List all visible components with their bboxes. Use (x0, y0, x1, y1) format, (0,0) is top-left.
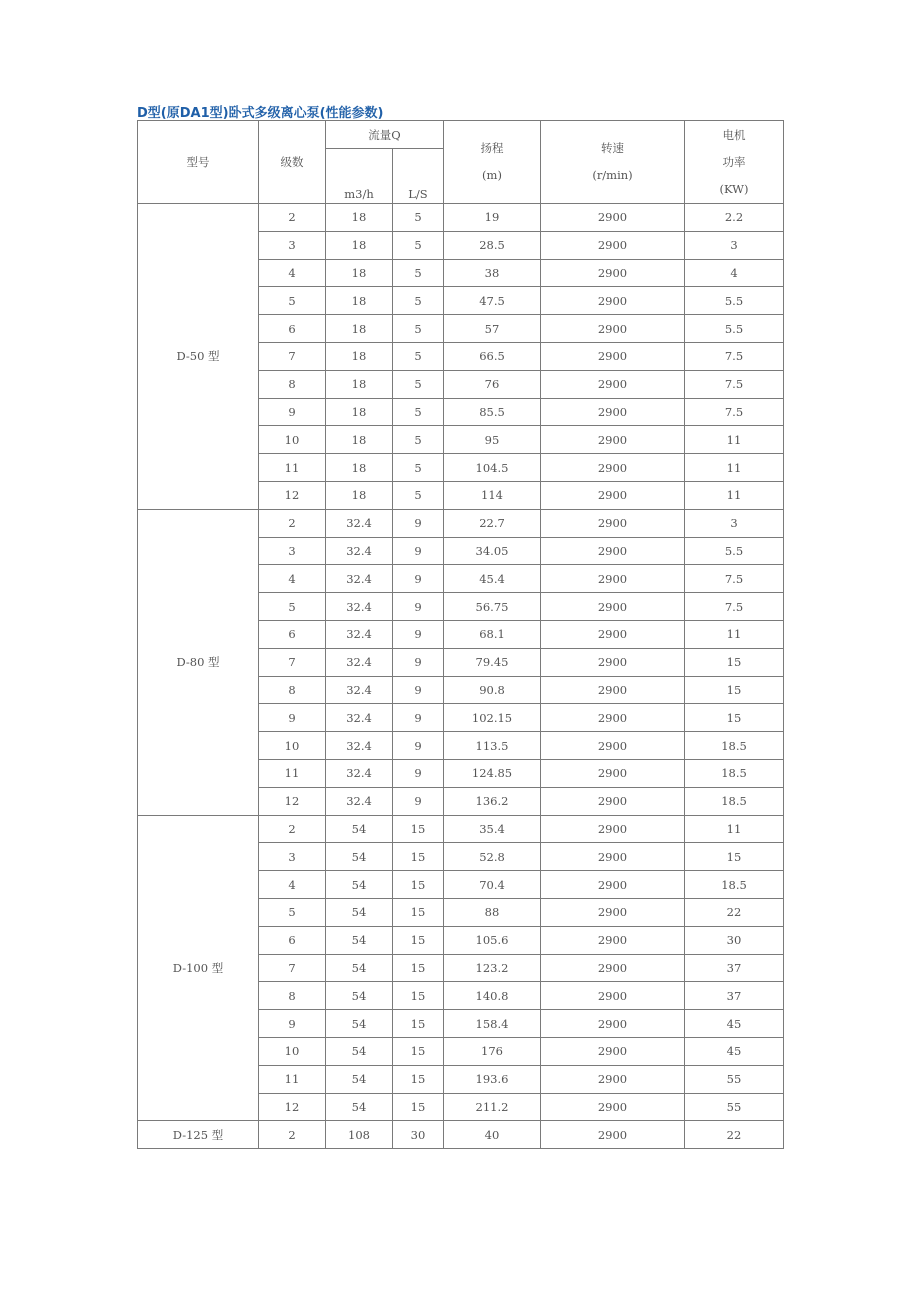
head-cell: 158.4 (444, 1010, 541, 1038)
flow-ls-cell: 9 (393, 537, 444, 565)
flow-ls-cell: 15 (393, 982, 444, 1010)
flow-ls-cell: 9 (393, 620, 444, 648)
speed-cell: 2900 (541, 982, 685, 1010)
head-cell: 176 (444, 1037, 541, 1065)
header-flow-m3h: m3/h (326, 149, 393, 204)
speed-cell: 2900 (541, 871, 685, 899)
speed-cell: 2900 (541, 565, 685, 593)
stage-cell: 9 (259, 1010, 326, 1038)
flow-ls-cell: 15 (393, 954, 444, 982)
power-cell: 3 (685, 509, 784, 537)
stage-cell: 12 (259, 481, 326, 509)
head-cell: 70.4 (444, 871, 541, 899)
power-cell: 55 (685, 1093, 784, 1121)
flow-m3h-cell: 18 (326, 342, 393, 370)
head-cell: 19 (444, 204, 541, 232)
stage-cell: 4 (259, 871, 326, 899)
document-title: D型(原DA1型)卧式多级离心泵(性能参数) (137, 106, 384, 121)
power-cell: 7.5 (685, 370, 784, 398)
power-cell: 15 (685, 648, 784, 676)
flow-m3h-cell: 32.4 (326, 732, 393, 760)
stage-cell: 5 (259, 287, 326, 315)
head-cell: 68.1 (444, 620, 541, 648)
flow-ls-cell: 15 (393, 898, 444, 926)
head-cell: 35.4 (444, 815, 541, 843)
flow-ls-cell: 5 (393, 259, 444, 287)
stage-cell: 6 (259, 315, 326, 343)
header-speed (541, 121, 685, 204)
header-power-line2: 功率 (722, 154, 746, 169)
stage-cell: 7 (259, 342, 326, 370)
flow-m3h-cell: 54 (326, 871, 393, 899)
stage-cell: 2 (259, 204, 326, 232)
head-cell: 22.7 (444, 509, 541, 537)
speed-cell: 2900 (541, 426, 685, 454)
stage-cell: 8 (259, 982, 326, 1010)
flow-ls-cell: 9 (393, 676, 444, 704)
power-cell: 15 (685, 676, 784, 704)
power-cell: 5.5 (685, 315, 784, 343)
power-cell: 18.5 (685, 732, 784, 760)
power-cell: 18.5 (685, 871, 784, 899)
speed-cell: 2900 (541, 204, 685, 232)
model-cell: D-80 型 (138, 509, 259, 815)
head-cell: 123.2 (444, 954, 541, 982)
head-cell: 113.5 (444, 732, 541, 760)
stage-cell: 12 (259, 1093, 326, 1121)
stage-cell: 10 (259, 732, 326, 760)
speed-cell: 2900 (541, 481, 685, 509)
flow-m3h-cell: 32.4 (326, 648, 393, 676)
flow-ls-cell: 15 (393, 1065, 444, 1093)
head-cell: 104.5 (444, 454, 541, 482)
header-speed-label: 转速 (601, 141, 624, 155)
power-cell: 18.5 (685, 759, 784, 787)
speed-cell: 2900 (541, 815, 685, 843)
stage-cell: 2 (259, 815, 326, 843)
flow-ls-cell: 9 (393, 704, 444, 732)
flow-ls-cell: 9 (393, 759, 444, 787)
stage-cell: 4 (259, 565, 326, 593)
flow-m3h-cell: 54 (326, 982, 393, 1010)
head-cell: 211.2 (444, 1093, 541, 1121)
flow-ls-cell: 15 (393, 1093, 444, 1121)
power-cell: 5.5 (685, 537, 784, 565)
flow-m3h-cell: 54 (326, 898, 393, 926)
stage-cell: 7 (259, 954, 326, 982)
stage-cell: 9 (259, 398, 326, 426)
flow-m3h-cell: 54 (326, 926, 393, 954)
power-cell: 45 (685, 1010, 784, 1038)
flow-m3h-cell: 54 (326, 1037, 393, 1065)
flow-ls-cell: 15 (393, 926, 444, 954)
head-cell: 114 (444, 481, 541, 509)
stage-cell: 3 (259, 537, 326, 565)
header-stages: 级数 (259, 121, 326, 204)
head-cell: 136.2 (444, 787, 541, 815)
speed-cell: 2900 (541, 676, 685, 704)
speed-cell: 2900 (541, 648, 685, 676)
flow-m3h-cell: 32.4 (326, 704, 393, 732)
stage-cell: 10 (259, 1037, 326, 1065)
flow-m3h-cell: 18 (326, 259, 393, 287)
speed-cell: 2900 (541, 315, 685, 343)
stage-cell: 5 (259, 593, 326, 621)
flow-m3h-cell: 18 (326, 454, 393, 482)
stage-cell: 11 (259, 454, 326, 482)
power-cell: 37 (685, 954, 784, 982)
speed-cell: 2900 (541, 342, 685, 370)
flow-ls-cell: 5 (393, 481, 444, 509)
head-cell: 124.85 (444, 759, 541, 787)
stage-cell: 7 (259, 648, 326, 676)
stage-cell: 3 (259, 231, 326, 259)
stage-cell: 6 (259, 620, 326, 648)
power-cell: 22 (685, 898, 784, 926)
speed-cell: 2900 (541, 537, 685, 565)
flow-m3h-cell: 18 (326, 315, 393, 343)
stage-cell: 6 (259, 926, 326, 954)
power-cell: 15 (685, 704, 784, 732)
power-cell: 7.5 (685, 565, 784, 593)
flow-ls-cell: 5 (393, 315, 444, 343)
speed-cell: 2900 (541, 509, 685, 537)
stage-cell: 4 (259, 259, 326, 287)
table-row (138, 204, 784, 232)
flow-ls-cell: 9 (393, 732, 444, 760)
head-cell: 140.8 (444, 982, 541, 1010)
flow-m3h-cell: 18 (326, 204, 393, 232)
flow-ls-cell: 15 (393, 1037, 444, 1065)
power-cell: 2.2 (685, 204, 784, 232)
table-body (138, 204, 784, 1149)
flow-ls-cell: 9 (393, 648, 444, 676)
power-cell: 11 (685, 620, 784, 648)
flow-ls-cell: 5 (393, 287, 444, 315)
flow-m3h-cell: 32.4 (326, 759, 393, 787)
head-cell: 76 (444, 370, 541, 398)
stage-cell: 2 (259, 1121, 326, 1149)
flow-ls-cell: 5 (393, 426, 444, 454)
header-head-label: 扬程 (480, 141, 504, 155)
model-cell: D-50 型 (138, 204, 259, 510)
flow-ls-cell: 5 (393, 454, 444, 482)
head-cell: 28.5 (444, 231, 541, 259)
stage-cell: 2 (259, 509, 326, 537)
speed-cell: 2900 (541, 926, 685, 954)
head-cell: 40 (444, 1121, 541, 1149)
speed-cell: 2900 (541, 1010, 685, 1038)
power-cell: 45 (685, 1037, 784, 1065)
head-cell: 90.8 (444, 676, 541, 704)
stage-cell: 11 (259, 1065, 326, 1093)
flow-m3h-cell: 32.4 (326, 565, 393, 593)
power-cell: 5.5 (685, 287, 784, 315)
speed-cell: 2900 (541, 398, 685, 426)
speed-cell: 2900 (541, 898, 685, 926)
power-cell: 22 (685, 1121, 784, 1149)
head-cell: 66.5 (444, 342, 541, 370)
flow-m3h-cell: 18 (326, 398, 393, 426)
speed-cell: 2900 (541, 704, 685, 732)
flow-m3h-cell: 54 (326, 1093, 393, 1121)
power-cell: 7.5 (685, 398, 784, 426)
header-power-unit: (KW) (719, 181, 749, 196)
speed-cell: 2900 (541, 759, 685, 787)
speed-cell: 2900 (541, 370, 685, 398)
header-power (685, 121, 784, 204)
flow-ls-cell: 15 (393, 1010, 444, 1038)
head-cell: 79.45 (444, 648, 541, 676)
model-cell: D-100 型 (138, 815, 259, 1121)
power-cell: 3 (685, 231, 784, 259)
flow-ls-cell: 9 (393, 787, 444, 815)
speed-cell: 2900 (541, 259, 685, 287)
flow-m3h-cell: 54 (326, 843, 393, 871)
flow-m3h-cell: 32.4 (326, 620, 393, 648)
stage-cell: 3 (259, 843, 326, 871)
speed-cell: 2900 (541, 287, 685, 315)
head-cell: 34.05 (444, 537, 541, 565)
flow-ls-cell: 9 (393, 509, 444, 537)
speed-cell: 2900 (541, 787, 685, 815)
header-head-unit: (m) (482, 168, 502, 182)
flow-m3h-cell: 32.4 (326, 676, 393, 704)
pump-spec-table (137, 120, 784, 1149)
flow-ls-cell: 5 (393, 231, 444, 259)
flow-ls-cell: 15 (393, 871, 444, 899)
stage-cell: 9 (259, 704, 326, 732)
head-cell: 45.4 (444, 565, 541, 593)
stage-cell: 5 (259, 898, 326, 926)
head-cell: 56.75 (444, 593, 541, 621)
power-cell: 7.5 (685, 342, 784, 370)
head-cell: 102.15 (444, 704, 541, 732)
stage-cell: 10 (259, 426, 326, 454)
head-cell: 105.6 (444, 926, 541, 954)
head-cell: 88 (444, 898, 541, 926)
power-cell: 11 (685, 481, 784, 509)
power-cell: 4 (685, 259, 784, 287)
power-cell: 11 (685, 426, 784, 454)
flow-ls-cell: 5 (393, 342, 444, 370)
speed-cell: 2900 (541, 620, 685, 648)
stage-cell: 8 (259, 370, 326, 398)
flow-m3h-cell: 54 (326, 815, 393, 843)
speed-cell: 2900 (541, 1037, 685, 1065)
speed-cell: 2900 (541, 1093, 685, 1121)
head-cell: 38 (444, 259, 541, 287)
speed-cell: 2900 (541, 843, 685, 871)
power-cell: 55 (685, 1065, 784, 1093)
power-cell: 11 (685, 454, 784, 482)
speed-cell: 2900 (541, 732, 685, 760)
flow-m3h-cell: 108 (326, 1121, 393, 1149)
flow-m3h-cell: 32.4 (326, 593, 393, 621)
flow-m3h-cell: 18 (326, 231, 393, 259)
head-cell: 47.5 (444, 287, 541, 315)
power-cell: 18.5 (685, 787, 784, 815)
power-cell: 30 (685, 926, 784, 954)
flow-ls-cell: 5 (393, 398, 444, 426)
header-power-line1: 电机 (722, 127, 746, 142)
speed-cell: 2900 (541, 1065, 685, 1093)
flow-m3h-cell: 54 (326, 954, 393, 982)
flow-ls-cell: 9 (393, 565, 444, 593)
stage-cell: 8 (259, 676, 326, 704)
speed-cell: 2900 (541, 231, 685, 259)
table-row (138, 815, 784, 843)
stage-cell: 11 (259, 759, 326, 787)
power-cell: 15 (685, 843, 784, 871)
head-cell: 57 (444, 315, 541, 343)
header-flow: 流量Q (326, 121, 444, 149)
header-flow-ls: L/S (393, 149, 444, 204)
speed-cell: 2900 (541, 454, 685, 482)
flow-ls-cell: 5 (393, 204, 444, 232)
flow-m3h-cell: 54 (326, 1065, 393, 1093)
speed-cell: 2900 (541, 954, 685, 982)
flow-ls-cell: 15 (393, 843, 444, 871)
power-cell: 11 (685, 815, 784, 843)
flow-m3h-cell: 32.4 (326, 787, 393, 815)
flow-m3h-cell: 32.4 (326, 537, 393, 565)
stage-cell: 12 (259, 787, 326, 815)
power-cell: 7.5 (685, 593, 784, 621)
flow-m3h-cell: 32.4 (326, 509, 393, 537)
flow-ls-cell: 5 (393, 370, 444, 398)
flow-m3h-cell: 18 (326, 370, 393, 398)
head-cell: 193.6 (444, 1065, 541, 1093)
flow-m3h-cell: 18 (326, 287, 393, 315)
header-model: 型号 (138, 121, 259, 204)
flow-m3h-cell: 54 (326, 1010, 393, 1038)
head-cell: 95 (444, 426, 541, 454)
flow-ls-cell: 30 (393, 1121, 444, 1149)
flow-ls-cell: 9 (393, 593, 444, 621)
model-cell: D-125 型 (138, 1121, 259, 1149)
head-cell: 52.8 (444, 843, 541, 871)
power-cell: 37 (685, 982, 784, 1010)
header-speed-unit: (r/min) (592, 168, 633, 182)
flow-ls-cell: 15 (393, 815, 444, 843)
speed-cell: 2900 (541, 1121, 685, 1149)
head-cell: 85.5 (444, 398, 541, 426)
table-row (138, 1121, 784, 1149)
header-head (444, 121, 541, 204)
speed-cell: 2900 (541, 593, 685, 621)
table-row (138, 509, 784, 537)
flow-m3h-cell: 18 (326, 481, 393, 509)
flow-m3h-cell: 18 (326, 426, 393, 454)
